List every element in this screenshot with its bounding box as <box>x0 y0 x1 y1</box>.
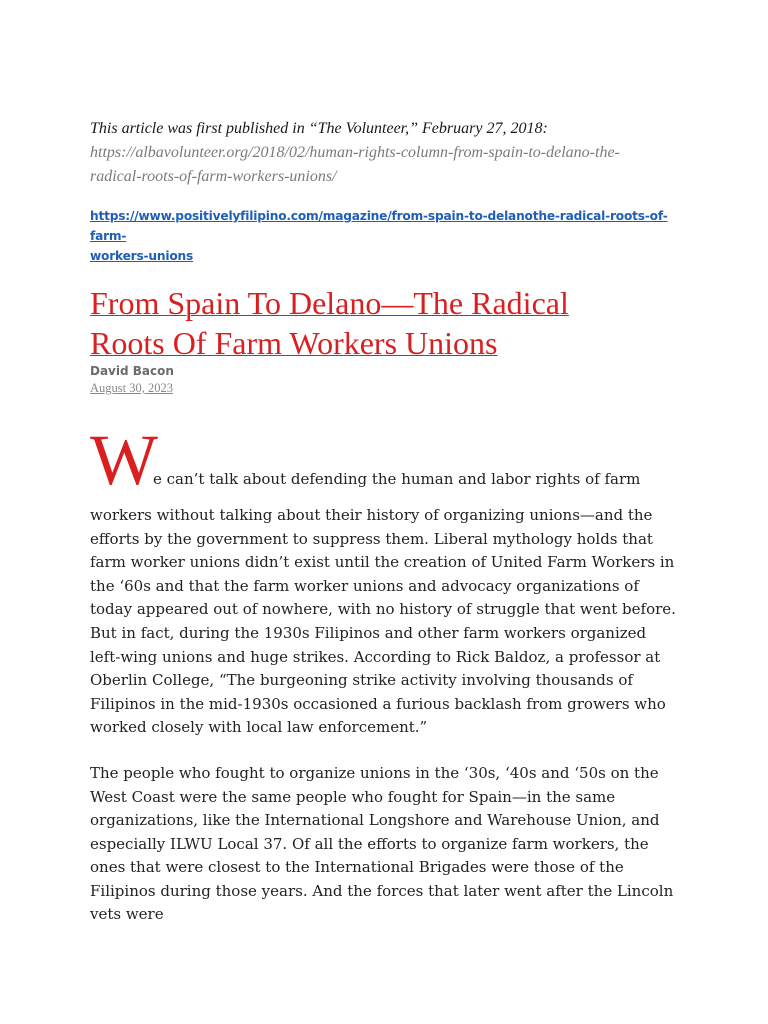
source-url-line1: https://albavolunteer.org/2018/02/human-rights-column-from-spain-to-delano-the- <box>90 144 620 161</box>
paragraph-2: But in fact, during the 1930s Filipinos and other farm workers organized left-wing unions and huge strikes. According to Rick Baldoz, a professor at Oberlin College, “The burgeoning strike activity involving thousands of Filipinos in the mid-1930s occasioned a furious backlash from growers who worked closely with local law enforcement.” <box>90 624 666 736</box>
article-author: David Bacon <box>90 364 174 378</box>
article-title-line2[interactable]: Roots Of Farm Workers Unions <box>90 325 498 361</box>
paragraph-1: workers without talking about their history of organizing unions—and the efforts by the government to suppress them. Liberal mythology holds that farm worker unions didn’t exist until the creation of United Farm Workers in the ‘60s and that the farm worker unions and advocacy organizations of today appeared out of nowhere, with no history of struggle that went before. <box>90 506 676 618</box>
publication-note-text: This article was first published in “The Volunteer,” February 27, 2018: <box>90 120 548 137</box>
source-url-line2: radical-roots-of-farm-workers-unions/ <box>90 168 337 185</box>
paragraph-3: The people who fought to organize unions in the ‘30s, ‘40s and ‘50s on the West Coast were the same people who fought for Spain—in the same organizations, like the International Longshore and Warehouse Union, and especially ILWU Local 37. Of all the efforts to organize farm workers, the ones that were closest to the International Brigades were those of the Filipinos during those years. And the forces that later went after the Lincoln vets were <box>90 764 674 923</box>
link-line2[interactable]: workers-unions <box>90 249 194 263</box>
first-line-text: e can’t talk about defending the human and labor rights of farm <box>153 470 641 488</box>
article-title-line1[interactable]: From Spain To Delano—The Radical <box>90 285 569 321</box>
publication-note <box>90 117 670 189</box>
positively-filipino-link[interactable] <box>90 206 680 266</box>
article-title[interactable] <box>90 283 690 363</box>
link-line1[interactable]: https://www.positivelyfilipino.com/magazine/from-spain-to-delanothe-radical-roots-of-farm- <box>90 209 668 243</box>
drop-cap: W <box>90 420 158 500</box>
article-date: August 30, 2023 <box>90 381 173 395</box>
